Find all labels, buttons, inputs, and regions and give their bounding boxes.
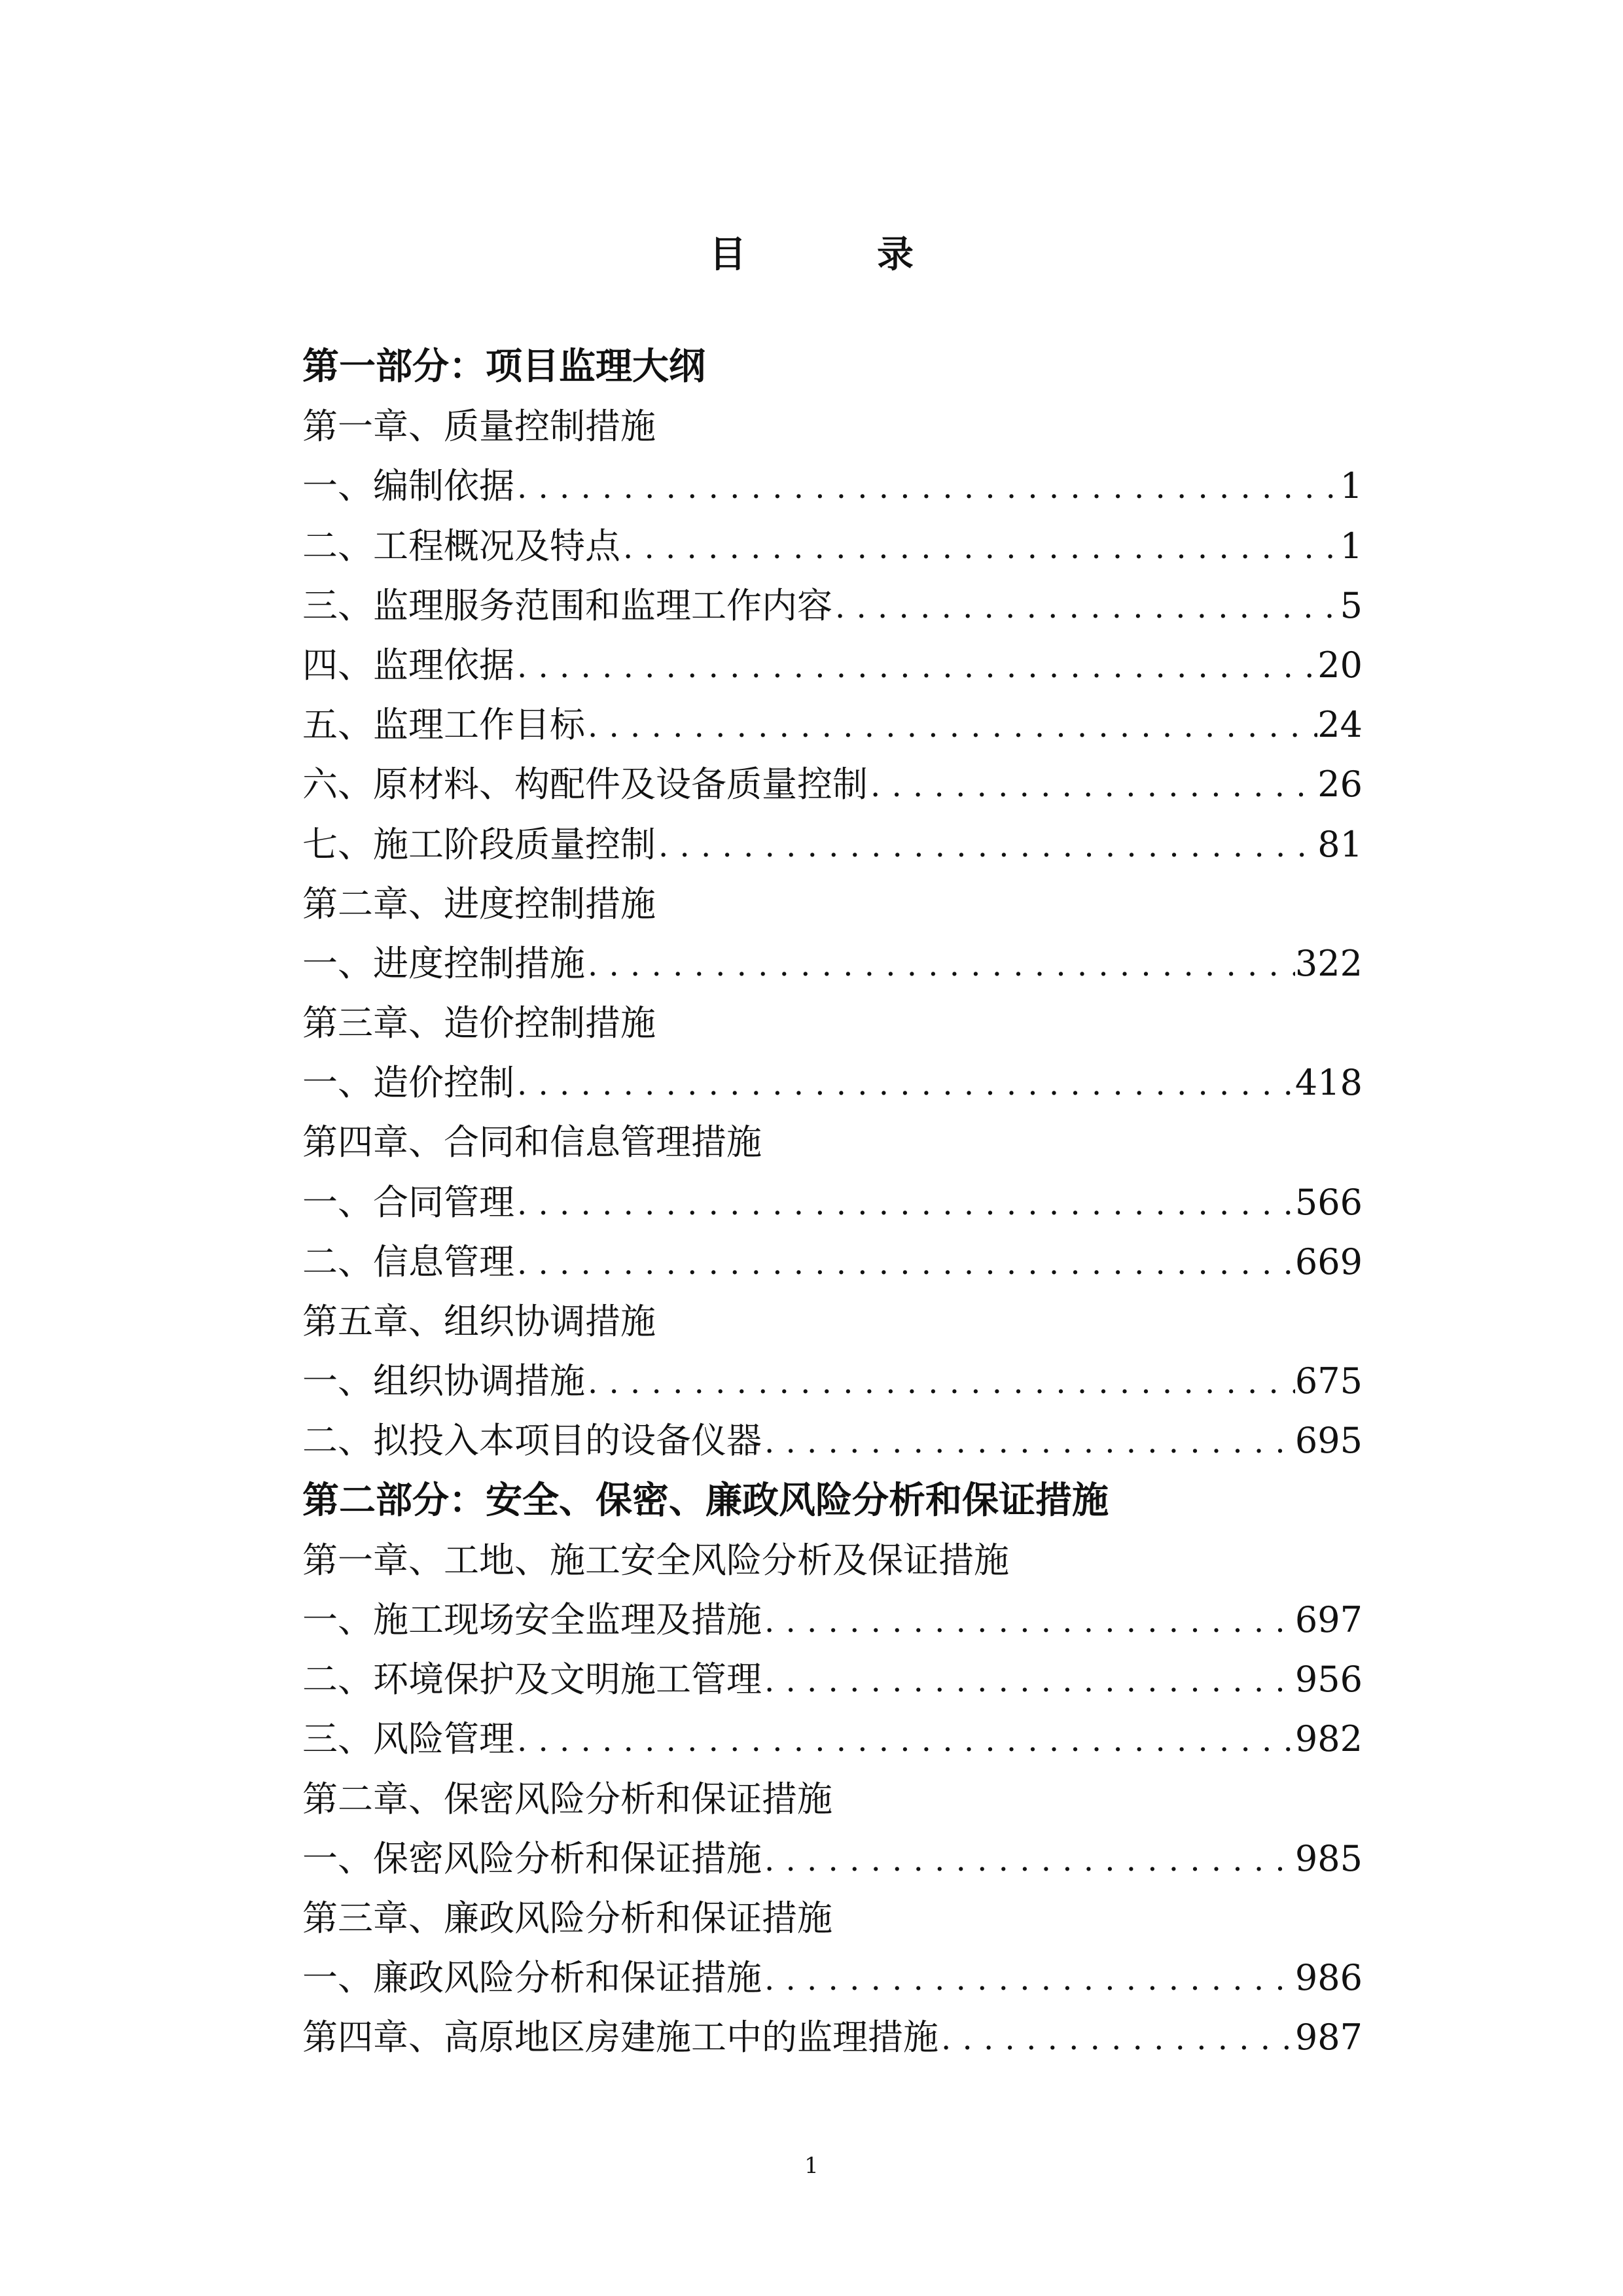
dot-leader <box>762 1651 1295 1711</box>
dot-leader <box>585 697 1317 756</box>
toc-chapter-heading <box>302 874 1363 934</box>
toc-entry-label: 第一部分：项目监理大纲 <box>302 345 705 388</box>
toc-entry[interactable] <box>302 1709 1363 1769</box>
dot-leader <box>514 1055 1295 1114</box>
toc-title-char-1: 目 <box>709 233 746 276</box>
dot-leader <box>656 817 1317 876</box>
toc-entry-page-number: 697 <box>1294 1598 1363 1640</box>
table-of-contents <box>302 337 1363 2067</box>
toc-entry-label: 一、进度控制措施 <box>302 942 585 984</box>
dot-leader <box>620 518 1340 578</box>
toc-entry-label: 五、监理工作目标 <box>302 704 585 746</box>
toc-entry-label: 第三章、造价控制措施 <box>302 1002 656 1044</box>
toc-entry-label: 第三章、廉政风险分析和保证措施 <box>302 1897 832 1939</box>
toc-entry-page-number: 669 <box>1294 1241 1363 1282</box>
toc-entry[interactable] <box>302 2007 1363 2067</box>
dot-leader <box>514 1174 1295 1234</box>
toc-entry-label: 第四章、合同和信息管理措施 <box>302 1122 762 1163</box>
toc-entry-page-number: 20 <box>1317 644 1363 686</box>
toc-entry-page-number: 986 <box>1294 1957 1363 1999</box>
toc-chapter-heading <box>302 1888 1363 1948</box>
toc-chapter-heading <box>302 1769 1363 1829</box>
toc-entry-label: 第五章、组织协调措施 <box>302 1301 656 1342</box>
toc-entry-label: 二、环境保护及文明施工管理 <box>302 1659 762 1701</box>
toc-entry-page-number: 566 <box>1294 1181 1363 1223</box>
dot-leader <box>832 578 1340 637</box>
toc-entry-label: 四、监理依据 <box>302 644 514 686</box>
toc-chapter-heading <box>302 1292 1363 1351</box>
toc-entry-label: 一、保密风险分析和保证措施 <box>302 1837 762 1879</box>
toc-entry[interactable] <box>302 934 1363 993</box>
toc-entry-label: 一、廉政风险分析和保证措施 <box>302 1957 762 1999</box>
toc-entry[interactable] <box>302 1053 1363 1112</box>
toc-entry[interactable] <box>302 1351 1363 1411</box>
toc-entry[interactable] <box>302 815 1363 874</box>
toc-entry[interactable] <box>302 456 1363 516</box>
toc-chapter-heading <box>302 1530 1363 1590</box>
toc-entry-page-number: 985 <box>1294 1837 1363 1879</box>
toc-entry-page-number: 81 <box>1317 823 1363 865</box>
toc-entry-label: 三、风险管理 <box>302 1718 514 1760</box>
toc-entry[interactable] <box>302 1173 1363 1232</box>
toc-entry-label: 六、原材料、构配件及设备质量控制 <box>302 764 868 805</box>
toc-entry[interactable] <box>302 1590 1363 1650</box>
toc-entry-label: 第二部分：安全、保密、廉政风险分析和保证措施 <box>302 1478 1109 1522</box>
toc-entry-page-number: 26 <box>1317 764 1363 805</box>
dot-leader <box>514 1711 1295 1771</box>
toc-entry-label: 一、造价控制 <box>302 1062 514 1104</box>
dot-leader <box>514 1234 1295 1294</box>
toc-entry[interactable] <box>302 1948 1363 2007</box>
toc-chapter-heading <box>302 397 1363 456</box>
toc-entry-page-number: 24 <box>1317 704 1363 746</box>
toc-entry-label: 二、拟投入本项目的设备仪器 <box>302 1420 762 1462</box>
toc-chapter-heading <box>302 993 1363 1053</box>
toc-entry-page-number: 956 <box>1294 1659 1363 1701</box>
toc-entry-page-number: 418 <box>1294 1062 1363 1104</box>
dot-leader <box>762 1592 1295 1651</box>
dot-leader <box>762 1831 1295 1890</box>
toc-part-heading <box>302 337 1363 397</box>
toc-entry-page-number: 675 <box>1294 1360 1363 1402</box>
toc-entry-page-number: 982 <box>1294 1718 1363 1760</box>
toc-entry-label: 二、工程概况及特点 <box>302 525 620 567</box>
page-number: 1 <box>804 2153 819 2179</box>
toc-entry-label: 第二章、保密风险分析和保证措施 <box>302 1778 832 1820</box>
toc-entry-label: 一、合同管理 <box>302 1181 514 1223</box>
toc-title-char-2: 录 <box>877 233 914 276</box>
toc-entry-label: 二、信息管理 <box>302 1241 514 1282</box>
toc-entry-label: 一、编制依据 <box>302 465 514 507</box>
toc-entry-label: 一、施工现场安全监理及措施 <box>302 1598 762 1640</box>
toc-title <box>0 226 1623 278</box>
dot-leader <box>762 1413 1295 1472</box>
toc-entry[interactable] <box>302 1829 1363 1888</box>
toc-entry-label: 第一章、质量控制措施 <box>302 406 656 448</box>
toc-entry-page-number: 695 <box>1294 1420 1363 1462</box>
dot-leader <box>938 2009 1295 2069</box>
toc-entry[interactable] <box>302 695 1363 754</box>
toc-part-heading <box>302 1471 1363 1530</box>
toc-entry[interactable] <box>302 635 1363 695</box>
toc-entry-label: 第二章、进度控制措施 <box>302 883 656 925</box>
dot-leader <box>762 1950 1295 2009</box>
toc-entry-label: 一、组织协调措施 <box>302 1360 585 1402</box>
toc-entry-label: 第四章、高原地区房建施工中的监理措施 <box>302 2017 938 2058</box>
toc-entry[interactable] <box>302 754 1363 814</box>
dot-leader <box>585 1353 1295 1413</box>
toc-entry-label: 第一章、工地、施工安全风险分析及保证措施 <box>302 1539 1009 1581</box>
dot-leader <box>868 756 1317 816</box>
dot-leader <box>514 637 1317 697</box>
toc-entry[interactable] <box>302 516 1363 576</box>
toc-entry-label: 三、监理服务范围和监理工作内容 <box>302 584 832 626</box>
toc-entry-page-number: 987 <box>1294 2017 1363 2058</box>
toc-entry[interactable] <box>302 1232 1363 1292</box>
toc-entry[interactable] <box>302 576 1363 635</box>
dot-leader <box>585 936 1295 995</box>
toc-entry-label: 七、施工阶段质量控制 <box>302 823 656 865</box>
toc-entry-page-number: 1 <box>1340 465 1363 507</box>
toc-entry-page-number: 322 <box>1294 942 1363 984</box>
toc-entry[interactable] <box>302 1411 1363 1470</box>
toc-entry-page-number: 5 <box>1340 584 1363 626</box>
toc-entry[interactable] <box>302 1650 1363 1709</box>
toc-chapter-heading <box>302 1112 1363 1172</box>
toc-entry-page-number: 1 <box>1340 525 1363 567</box>
dot-leader <box>514 458 1340 518</box>
